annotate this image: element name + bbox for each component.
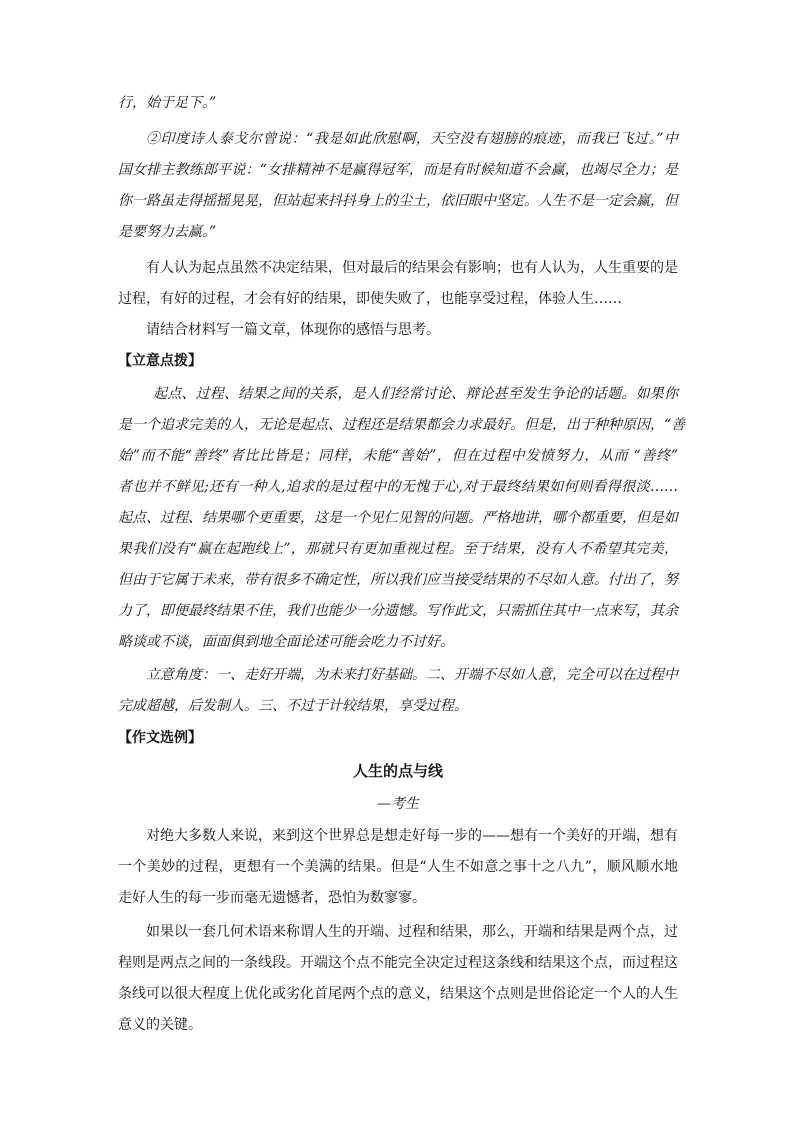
essay-title: 人生的点与线 — [352, 762, 443, 780]
guide-line: 者也并不鲜见;还有一种人,追求的是过程中的无愧于心,对于最终结果如何则看得很淡…… — [118, 479, 678, 495]
guide-line: 略谈或不谈，面面俱到地全面论述可能会吃力不讨好。 — [118, 634, 454, 650]
guide-line: 起点、过程、结果之间的关系，是人们经常讨论、辩论甚至发生争论的话题。如果你 — [153, 386, 678, 402]
guide-line: 果我们没有“赢在起跑线上”，那就只有更加重视过程。至于结果，没有人不希望其完美， — [118, 541, 678, 557]
guide-line: 但由于它属于未来，带有很多不确定性，所以我们应当接受结果的不尽如人意。付出了，努 — [118, 572, 678, 588]
essay-line: 如果以一套几何术语来称谓人生的开端、过程和结果，那么，开端和结果是两个点，过 — [146, 924, 678, 940]
material-line: ②印度诗人泰戈尔曾说：“我是如此欣慰啊，天空没有翅膀的痕迹，而我已飞过。”中 — [146, 131, 678, 147]
essay-line: 走好人生的每一步而毫无遗憾者，恐怕为数寥寥。 — [118, 890, 426, 906]
essay-line: 条线可以很大程度上优化或劣化首尾两个点的意义，结果这个点则是世俗论定一个人的人生 — [118, 986, 678, 1002]
section-heading-essay: 【作文选例】 — [118, 730, 202, 746]
angle-line: 完成超越，后发制人。三、不过于计较结果，享受过程。 — [118, 698, 468, 714]
essay-line: 程则是两点之间的一条线段。开端这个点不能完全决定过程这条线和结果这个点，而过程这 — [118, 955, 678, 971]
writing-prompt: 请结合材料写一篇文章，体现你的感悟与思考。 — [146, 322, 440, 338]
guide-line: 是一个追求完美的人，无论是起点、过程还是结果都会力求最好。但是，出于种种原因，“善 — [118, 417, 686, 433]
essay-line: 一个美妙的过程，更想有一个美满的结果。但是“人生不如意之事十之八九”，顺风顺水地 — [118, 859, 678, 875]
essay-line: 对绝大多数人来说，来到这个世界总是想走好每一步的——想有一个美好的开端，想有 — [146, 828, 678, 844]
material-line: 国女排主教练郎平说：“女排精神不是赢得冠军，而是有时候知道不会赢，也竭尽全力；是 — [118, 162, 678, 178]
essay-line: 意义的关键。 — [118, 1017, 202, 1033]
guide-line: 始”而不能“善终”者比比皆是；同样，未能“善始”，但在过程中发愤努力，从而 “善终” — [118, 448, 678, 464]
essay-author: —考生 — [377, 796, 419, 812]
guide-line: 起点、过程、结果哪个更重要，这是一个见仁见智的问题。严格地讲，哪个都重要，但是如 — [118, 510, 678, 526]
section-heading-guide: 【立意点拨】 — [118, 353, 202, 369]
material-line: 你一路虽走得摇摇晃晃，但站起来抖抖身上的尘土，依旧眼中坚定。人生不是一定会赢，但 — [118, 193, 678, 209]
guide-line: 力了，即便最终结果不佳，我们也能少一分遗憾。写作此文，只需抓住其中一点来写，其余 — [118, 603, 678, 619]
material-line: 行，始于足下。” — [118, 95, 217, 111]
material-line: 是要努力去赢。” — [118, 224, 217, 240]
material-line: 有人认为起点虽然不决定结果，但对最后的结果会有影响；也有人认为，人生重要的是 — [146, 260, 678, 276]
material-line: 过程，有好的过程，才会有好的结果，即使失败了，也能享受过程，体验人生…… — [118, 291, 622, 307]
angle-line: 立意角度：一、走好开端，为未来打好基础。二、开端不尽如人意，完全可以在过程中 — [146, 667, 678, 683]
